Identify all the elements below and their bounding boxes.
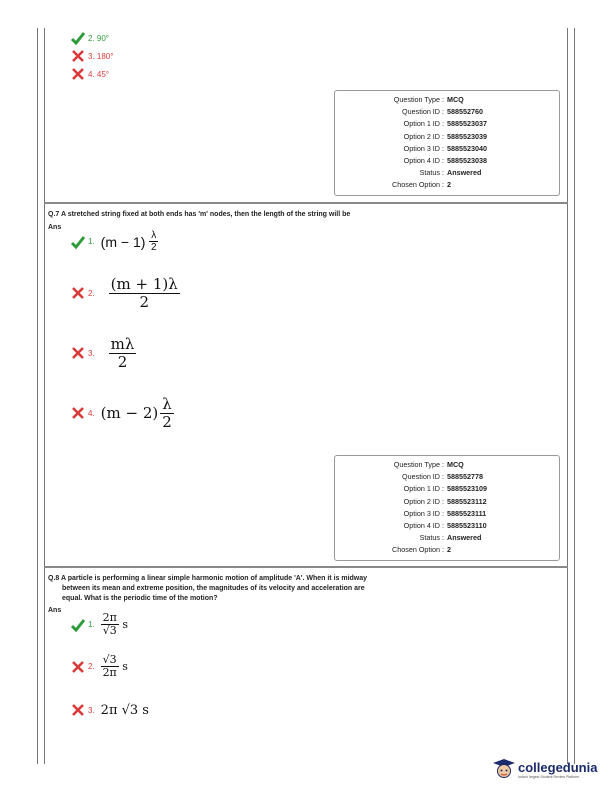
meta-value: Answered (447, 533, 482, 543)
fraction-denominator: 2 (139, 292, 149, 311)
meta-label: Option 4 ID : (403, 521, 444, 531)
meta-label: Status : (419, 533, 444, 543)
q7-option-1 (70, 230, 158, 253)
top-option-2-num: 2. (88, 33, 95, 43)
question-text-line-2: between its mean and extreme position, the magnitudes of its velocity and acceleration are (62, 585, 365, 592)
answer-label: Ans (48, 224, 62, 231)
collegedunia-logo (492, 758, 597, 780)
meta-value: 5885523110 (447, 521, 487, 531)
meta-label: Option 1 ID : (403, 484, 444, 494)
cross-icon (70, 345, 86, 361)
fraction-numerator: λ (162, 395, 172, 413)
meta-value: 5885523111 (447, 508, 487, 518)
fraction-denominator: √3 (102, 624, 117, 638)
expression-lead: (m − 2) (100, 404, 159, 422)
meta-label: Question Type : (393, 460, 444, 469)
unit: s (122, 660, 128, 674)
option-number: 3. (88, 348, 95, 358)
question-text-line-3: equal. What is the periodic time of the motion? (62, 595, 218, 602)
question-meta-box-1 (334, 90, 560, 196)
question-text-q8 (48, 574, 418, 604)
cross-icon (70, 66, 86, 82)
meta-value: 5885523040 (447, 143, 487, 153)
meta-value: 5885523109 (447, 484, 487, 494)
question-meta-box-2 (334, 455, 560, 561)
question-panel-q7 (44, 202, 568, 204)
top-option-4 (70, 66, 109, 82)
fraction-denominator: 2 (162, 412, 172, 431)
meta-value: 2 (447, 545, 451, 555)
meta-value: MCQ (447, 95, 464, 104)
option-number: 1. (88, 620, 95, 630)
top-option-2 (70, 30, 109, 46)
top-option-3-text: 180° (96, 51, 114, 61)
fraction-numerator: 2π (102, 611, 117, 624)
page-border-right-outer (574, 28, 575, 764)
top-option-2-text: 90° (96, 33, 110, 43)
q7-option-3 (70, 336, 136, 370)
meta-label: Chosen Option : (392, 545, 444, 555)
cross-icon (70, 405, 86, 421)
option-number: 1. (88, 237, 95, 246)
cross-icon (70, 659, 86, 675)
option-number: 4. (88, 408, 95, 418)
option-number: 2. (88, 662, 95, 672)
meta-label: Question ID : (402, 472, 444, 482)
page-border-right-inner (567, 28, 568, 764)
unit: s (122, 618, 129, 632)
meta-label: Option 1 ID : (403, 119, 444, 129)
meta-value: 5885523037 (447, 119, 487, 129)
meta-label: Option 2 ID : (403, 131, 444, 141)
check-icon (70, 617, 86, 633)
fraction-denominator: 2 (151, 242, 157, 253)
page-border-left-inner (44, 28, 45, 764)
q8-option-3 (70, 702, 149, 718)
option-number: 2. (88, 288, 95, 298)
question-text-q7: Q.7 A stretched string fixed at both ends has 'm' nodes, then the length of the string will be (48, 211, 351, 218)
question-panel-q8 (44, 566, 568, 568)
top-option-3-num: 3. (88, 51, 95, 61)
top-option-4-num: 4. (88, 69, 95, 79)
q8-option-2 (70, 654, 128, 679)
cross-icon (70, 48, 86, 64)
q8-option-1 (70, 612, 128, 637)
meta-value: 588552760 (447, 107, 483, 117)
meta-value: Answered (447, 168, 482, 178)
graduate-mascot-icon (492, 758, 516, 780)
meta-value: 2 (447, 180, 451, 190)
meta-label: Option 4 ID : (403, 156, 444, 166)
meta-label: Chosen Option : (392, 180, 444, 190)
meta-value: 588552778 (447, 472, 483, 482)
check-icon (70, 234, 86, 250)
meta-value: MCQ (447, 460, 464, 469)
option-number: 3. (88, 705, 95, 715)
fraction-numerator: λ (151, 230, 157, 241)
page-border-left-outer (37, 28, 38, 764)
fraction-denominator: 2 (117, 352, 128, 371)
meta-label: Question Type : (393, 95, 444, 104)
cross-icon (70, 285, 86, 301)
expression-lead: (m − 1) (100, 233, 146, 250)
meta-value: 5885523039 (447, 131, 487, 141)
meta-label: Option 3 ID : (403, 143, 444, 153)
meta-label: Option 3 ID : (403, 508, 444, 518)
top-option-4-text: 45° (96, 69, 110, 79)
check-icon (70, 30, 86, 46)
logo-tagline: India's largest Student Review Platform (518, 774, 579, 779)
meta-value: 5885523038 (447, 156, 487, 166)
answer-label: Ans (48, 607, 62, 614)
option-expression: 2π √3 s (100, 702, 149, 718)
meta-label: Status : (419, 168, 444, 178)
top-option-3 (70, 48, 113, 64)
logo-name: collegedunia (518, 759, 598, 775)
question-text-line-1: Q.8 A particle is performing a linear simple harmonic motion of amplitude 'A'. When it is midway (48, 575, 368, 582)
fraction-denominator: 2π (102, 666, 117, 680)
fraction-numerator: (m + 1)λ (110, 275, 178, 293)
meta-value: 5885523112 (447, 496, 487, 506)
meta-label: Question ID : (402, 107, 444, 117)
meta-label: Option 2 ID : (403, 496, 444, 506)
q7-option-4 (70, 396, 174, 430)
fraction-numerator: √3 (102, 653, 117, 666)
q7-option-2 (70, 276, 180, 310)
fraction-numerator: mλ (110, 335, 135, 353)
cross-icon (70, 702, 86, 718)
